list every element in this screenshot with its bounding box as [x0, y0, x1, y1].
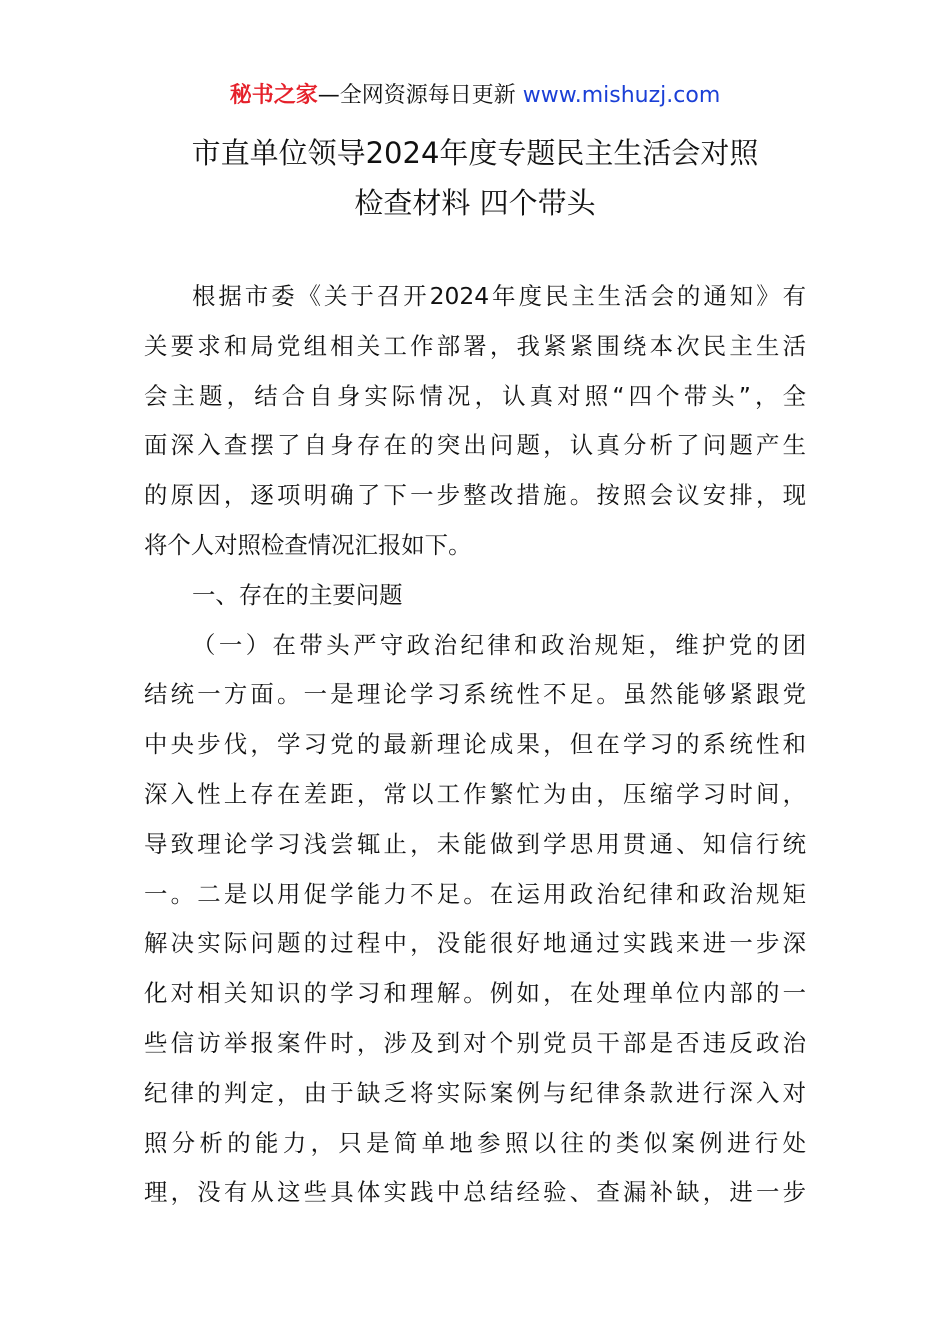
- body-line: 些信访举报案件时，涉及到对个别党员干部是否违反政治: [144, 1028, 806, 1057]
- body-line: 一。二是以用促学能力不足。在运用政治纪律和政治规矩: [144, 879, 806, 908]
- document-body: [144, 272, 806, 1218]
- section-heading: 一、存在的主要问题: [192, 580, 403, 609]
- body-line: 面深入查摆了自身存在的突出问题，认真分析了问题产生: [144, 431, 806, 460]
- body-line: 解决实际问题的过程中，没能很好地通过实践来进一步深: [144, 929, 806, 958]
- site-tagline: —全网资源每日更新: [317, 83, 516, 108]
- title-line-2: 检查材料 四个带头: [354, 186, 596, 220]
- body-line: 结统一方面。一是理论学习系统性不足。虽然能够紧跟党: [144, 680, 806, 709]
- body-line: 关要求和局党组相关工作部署，我紧紧围绕本次民主生活: [144, 331, 806, 360]
- body-line: （一）在带头严守政治纪律和政治规矩，维护党的团: [192, 630, 806, 659]
- body-line: 化对相关知识的学习和理解。例如，在处理单位内部的一: [144, 979, 806, 1008]
- site-header: [0, 80, 950, 112]
- body-line: 中央步伐，学习党的最新理论成果，但在学习的系统性和: [144, 730, 806, 759]
- body-line: 照分析的能力，只是简单地参照以往的类似案例进行处: [144, 1128, 806, 1157]
- body-line: 纪律的判定，由于缺乏将实际案例与纪律条款进行深入对: [144, 1078, 806, 1107]
- body-line: 理，没有从这些具体实践中总结经验、查漏补缺，进一步: [144, 1178, 806, 1207]
- body-line: 根据市委《关于召开2024年度民主生活会的通知》有: [192, 282, 806, 310]
- site-url-link[interactable]: www.mishuzj.com: [522, 83, 721, 108]
- body-line: 的原因，逐项明确了下一步整改措施。按照会议安排，现: [144, 481, 806, 510]
- body-line: 深入性上存在差距，常以工作繁忙为由，压缩学习时间，: [144, 779, 806, 808]
- body-line: 导致理论学习浅尝辄止，未能做到学思用贯通、知信行统: [144, 829, 806, 858]
- document-title: [0, 128, 950, 228]
- brand-name: 秘书之家: [229, 83, 318, 108]
- title-line-1: 市直单位领导2024年度专题民主生活会对照: [191, 136, 759, 170]
- body-line: 将个人对照检查情况汇报如下。: [144, 530, 472, 559]
- body-line: 会主题，结合自身实际情况，认真对照“四个带头”，全: [144, 381, 806, 410]
